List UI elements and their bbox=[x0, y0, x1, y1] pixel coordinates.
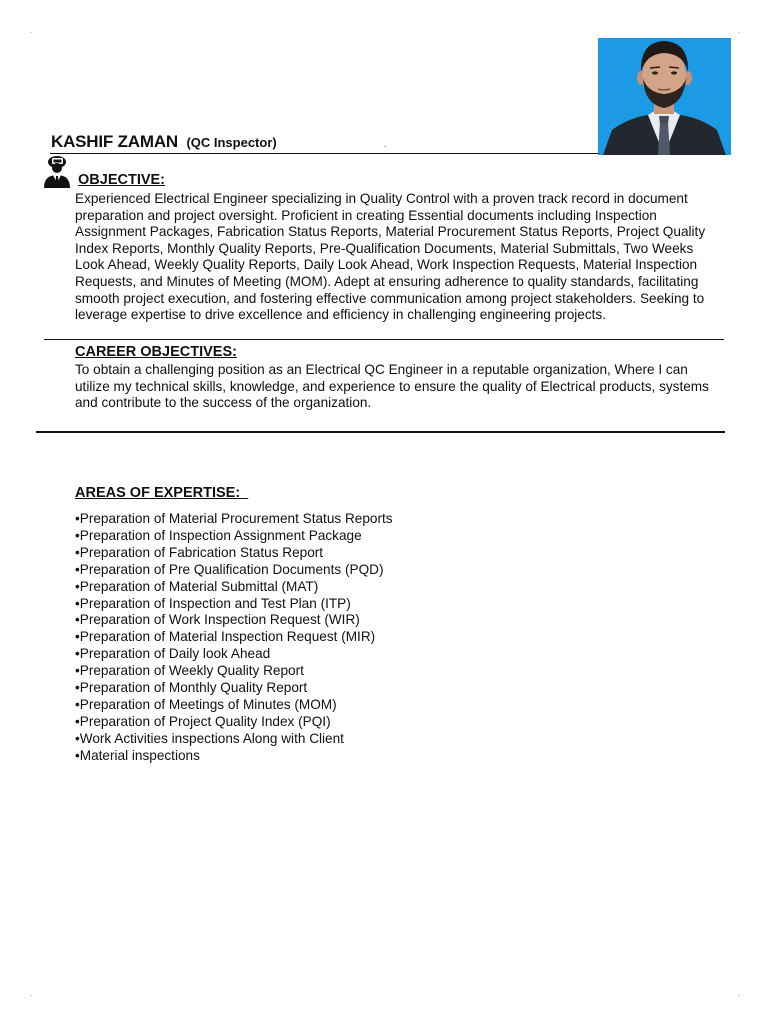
career-objectives-text: To obtain a challenging position as an Electrical QC Engineer in a reputable organization, Where I can utilize my technical skills, knowledge, and experience to ensure the quality of Electrical products, systems and contribute to the success of the organization. bbox=[75, 362, 709, 411]
corner-mark: . bbox=[30, 989, 33, 998]
profile-photo bbox=[598, 38, 731, 155]
name-dot: . bbox=[384, 140, 387, 149]
corner-mark: . bbox=[30, 26, 33, 35]
header-rule bbox=[50, 153, 599, 154]
expertise-item: •Preparation of Daily look Ahead bbox=[75, 646, 271, 662]
expertise-item: •Preparation of Meetings of Minutes (MOM) bbox=[75, 696, 337, 712]
expertise-item: •Preparation of Monthly Quality Report bbox=[75, 680, 308, 696]
corner-mark: . bbox=[738, 26, 741, 35]
expertise-list bbox=[75, 511, 393, 765]
section-divider-thick bbox=[36, 431, 725, 433]
career-objectives-heading: CAREER OBJECTIVES: bbox=[75, 344, 237, 360]
expertise-item: •Preparation of Pre Qualification Documents (PQD) bbox=[75, 561, 384, 577]
expertise-item: •Preparation of Material Inspection Request (MIR) bbox=[75, 629, 376, 645]
section-divider bbox=[44, 339, 724, 340]
candidate-role: (QC Inspector) bbox=[186, 135, 277, 150]
expertise-item: •Work Activities inspections Along with Client bbox=[75, 730, 344, 746]
candidate-name: KASHIF ZAMAN bbox=[51, 132, 178, 151]
expertise-item: •Preparation of Material Procurement Status Reports bbox=[75, 511, 393, 526]
objective-heading: OBJECTIVE: bbox=[78, 172, 166, 188]
expertise-item: •Preparation of Weekly Quality Report bbox=[75, 663, 304, 679]
expertise-item: •Preparation of Material Submittal (MAT) bbox=[75, 578, 319, 594]
expertise-item: •Preparation of Project Quality Index (PQI) bbox=[75, 713, 331, 729]
inspector-person-icon bbox=[43, 154, 75, 188]
expertise-item: •Material inspections bbox=[75, 747, 200, 763]
expertise-item: •Preparation of Work Inspection Request (WIR) bbox=[75, 612, 360, 628]
expertise-heading: AREAS OF EXPERTISE: bbox=[75, 485, 249, 501]
expertise-item: •Preparation of Inspection and Test Plan (ITP) bbox=[75, 595, 351, 611]
objective-text: Experienced Electrical Engineer specializing in Quality Control with a proven track record in document preparation and project oversight. Proficient in creating Essential documents including Inspection Assignment Packages, Fabrication Status Reports, Material Procurement Status Reports, Project Quality Index Reports, Monthly Quality Reports, Pre-Qualification Documents, Material Submittals, Two Weeks Look Ahead, Weekly Quality Reports, Daily Look Ahead, Work Inspection Requests, Material Inspection Requests, and Minutes of Meeting (MOM). Adept at ensuring adherence to quality standards, facilitating smooth project execution, and fostering effective communication among project stakeholders. Seeking to leverage expertise to drive excellence and efficiency in challenging engineering projects. bbox=[75, 191, 706, 323]
expertise-item: •Preparation of Fabrication Status Report bbox=[75, 544, 324, 560]
expertise-item: •Preparation of Inspection Assignment Package bbox=[75, 527, 362, 543]
corner-mark: . bbox=[738, 989, 741, 998]
resume-name bbox=[51, 132, 277, 152]
